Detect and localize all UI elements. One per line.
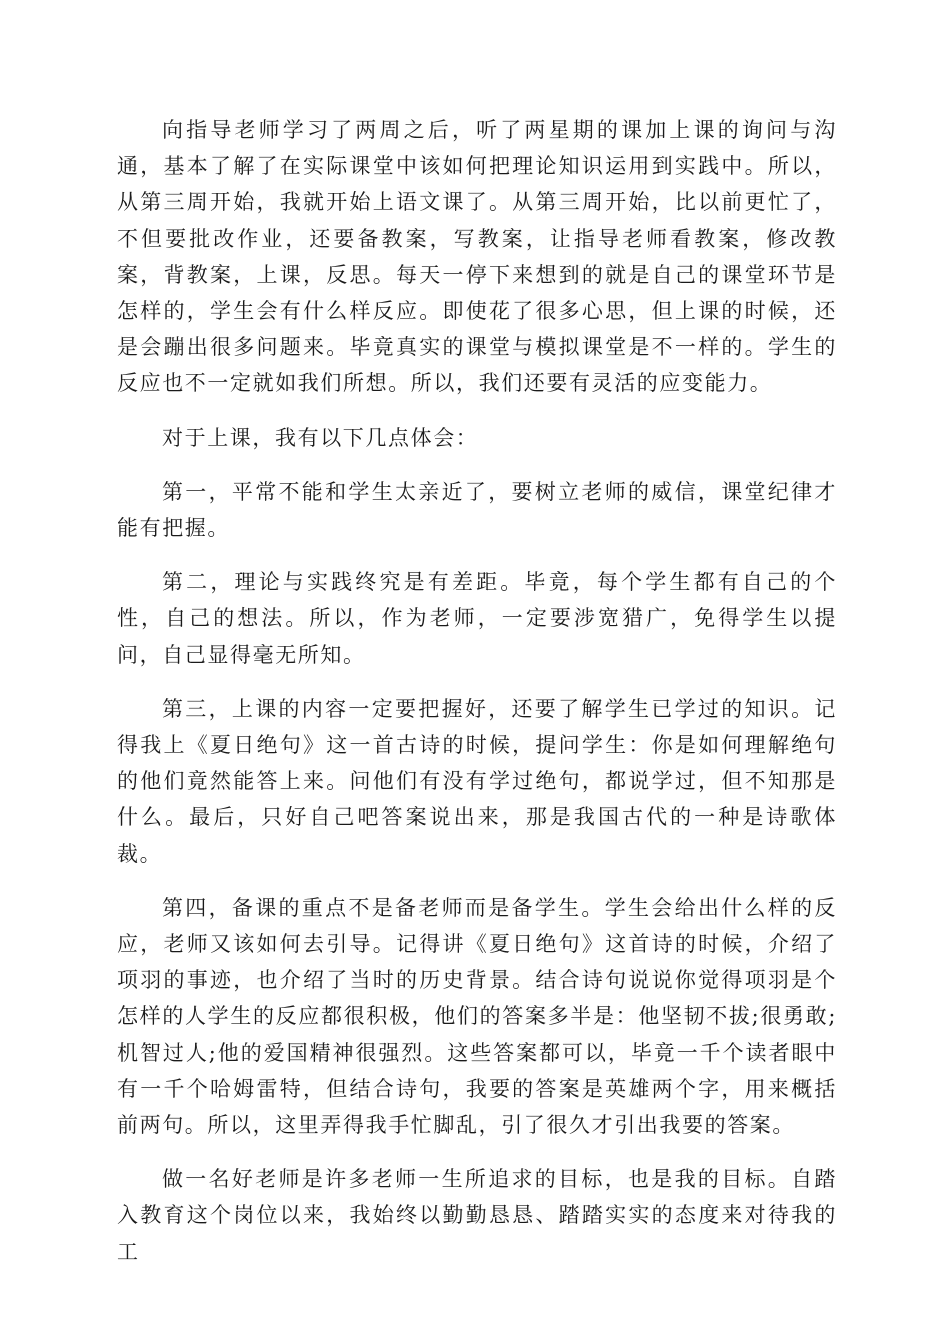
paragraph-lesson-reflections-intro: 对于上课，我有以下几点体会： — [162, 425, 479, 450]
paragraph-point-three: 第三，上课的内容一定要把握好，还要了解学生已学过的知识。记得我上《夏日绝句》这一首古诗的时候，提问学生：你是如何理解绝句的他们竟然能答上来。问他们有没有学过绝句，都说学过，但不知那是什么。最后，只好自己吧答案说出来，那是我国古代的一种是诗歌体裁。 — [117, 696, 837, 866]
paragraph-good-teacher: 做一名好老师是许多老师一生所追求的目标，也是我的目标。自踏入教育这个岗位以来，我始终以勤勤恳恳、踏踏实实的态度来对待我的工 — [117, 1167, 837, 1264]
paragraph-point-two: 第二，理论与实践终究是有差距。毕竟，每个学生都有自己的个性，自己的想法。所以，作为老师，一定要涉宽猎广，免得学生以提问，自己显得毫无所知。 — [117, 570, 837, 667]
paragraph-practice-experience: 向指导老师学习了两周之后，听了两星期的课加上课的询问与沟通，基本了解了在实际课堂中该如何把理论知识运用到实践中。所以，从第三周开始，我就开始上语文课了。从第三周开始，比以前更忙了，不但要批改作业，还要备教案，写教案，让指导老师看教案，修改教案，背教案，上课，反思。每天一停下来想到的就是自己的课堂环节是怎样的，学生会有什么样反应。即使花了很多心思，但上课的时候，还是会蹦出很多问题来。毕竟真实的课堂与模拟课堂是不一样的。学生的反应也不一定就如我们所想。所以，我们还要有灵活的应变能力。 — [117, 118, 837, 396]
paragraph-point-four: 第四，备课的重点不是备老师而是备学生。学生会给出什么样的反应，老师又该如何去引导。记得讲《夏日绝句》这首诗的时候，介绍了项羽的事迹，也介绍了当时的历史背景。结合诗句说说你觉得项羽是个怎样的人学生的反应都很积极，他们的答案多半是：他坚韧不拔;很勇敢;机智过人;他的爱国精神很强烈。这些答案都可以，毕竟一千个读者眼中有一千个哈姆雷特，但结合诗句，我要的答案是英雄两个字，用来概括前两句。所以，这里弄得我手忙脚乱，引了很久才引出我要的答案。 — [117, 895, 837, 1138]
document-body — [117, 112, 837, 1288]
paragraph-point-one: 第一，平常不能和学生太亲近了，要树立老师的威信，课堂纪律才能有把握。 — [117, 479, 837, 541]
